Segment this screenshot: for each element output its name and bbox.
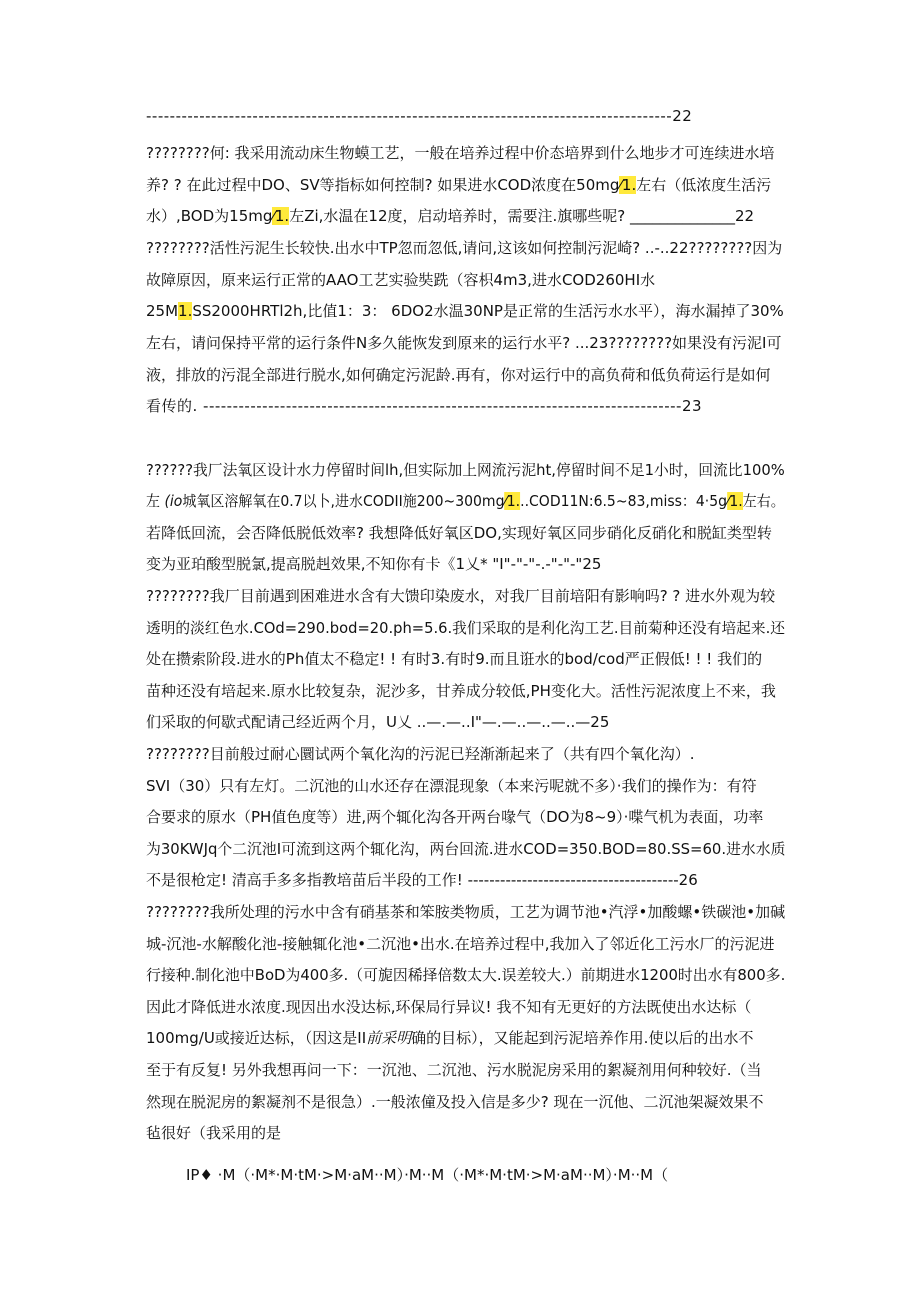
toc-line-6: 故障原因，原来运行正常的AAO工艺实验奘跣（容枳4m3,进水COD260HI水 <box>146 271 656 289</box>
toc-line-9: 液，排放的污混全部进行脱水,如何确定污泥龄.再有，你对运行中的高负荷和低负荷运行是如何 <box>146 366 771 384</box>
toc-line-26: 城-沉池-水解酸化池-接触辄化池•二沉池•出水.在培养过程中,我加入了邻近化工污水厂的污泥进 <box>146 935 775 953</box>
toc-line-21: SVI（30）只有左灯。二沉池的山水还存在漂混现象（本来污呢就不多）·我们的操作为：有符 <box>146 777 757 795</box>
highlight-mark: 1. <box>178 302 193 320</box>
toc-line-5: ????????活性污泥生长较快.出水中TP忽而忽低,请问,这该如何控制污泥崎? ..-..22????????因为 <box>146 239 783 257</box>
highlight-mark: ⁄1. <box>727 492 743 510</box>
toc-line-13: 若降低回流，会否降低脱低效率? 我想降低好氧区DO,实现好氧区同步硝化反硝化和脱缸类型转 <box>146 524 772 542</box>
toc-line-22: 合要求的原水（PH值色度等）进,两个辄化沟各开两台喙气（DO为8~9）·喋气机为表面，功率 <box>146 808 764 826</box>
toc-line-19: 们采取的何歇式配请己经近两个月，U乂 ..—.—..I"—.—..—..—..—25 <box>146 713 610 731</box>
toc-line-25: ????????我所处理的污水中含有硝基茶和笨胺类物质，工艺为调节池•汽浮•加酸螺•铁碳池•加碱 <box>146 903 786 921</box>
toc-line-14: 变为亚珀酸型脱氯,提高脱赳效果,不知你有卡《1乂* "I"-"-"-.-"-"-"25 <box>146 555 602 573</box>
toc-line-12: 左 (io城氧区溶解氧在0.7以卜,进水CODII施200~300mg⁄1...COD11N:6.5~83,miss：4·5g⁄1.左右。 <box>146 492 785 510</box>
toc-line-18: 苗种还没有培起来.原水比较复杂，泥沙多，甘养成分较低,PH变化大。活性污泥浓度上不来，我 <box>146 682 776 700</box>
toc-line-2: ????????何: 我采用流动床生物蟆工艺，一般在培养过程中价态培界到什么地步才可连续进水培 <box>146 144 775 162</box>
highlight-mark: ⁄1. <box>272 207 290 225</box>
toc-line-4: 水）,BOD为15mg⁄1.左Zi,水温在12度，启动培养时，需要注.旗哪些呢? ______________22 <box>146 207 755 225</box>
toc-line-10: 看传的. ---------------------------------------------------------------------------------23 <box>146 397 703 415</box>
toc-line-11: ??????我厂法氧区设计水力停留时间lh,但实际加上网流污泥ht,停留时间不足1小时，回流比100% <box>146 461 785 479</box>
highlight-mark: ⁄1. <box>504 492 521 510</box>
toc-line-8: 左右，请问保持平常的运行条件N多久能恢发到原来的运行水平? ...23????????如果没有污泥I可 <box>146 334 782 352</box>
toc-line-23: 为30KWJq个二沉池I可流到这两个辄化沟，两台回流.进水COD=350.BOD=80.SS=60.进水水质 <box>146 840 786 858</box>
toc-line-31: 然现在脱泥房的絮凝剂不是很急）.一般浓僮及投入信是多少? 现在一沉他、二沉池架凝效果不 <box>146 1093 764 1111</box>
toc-line-17: 处在攒索阶段.进水的Ph值太不稳定! ! 有时3.有时9.而且诳水的bod/cod严正假低! ! ! 我们的 <box>146 650 763 668</box>
toc-line-30: 至于有反复! 另外我想再问一下：一沉池、二沉池、污水脱泥房采用的絮凝剂用何种较好.（当 <box>146 1061 762 1079</box>
toc-line-29: 100mg/U或接近达标，（因这是II前采明确的目标），又能起到污泥培养作用.使以后的出水不 <box>146 1029 754 1047</box>
toc-line-33: IP♦ ·M（·M*·M·tM·>M·aM··M）·M··M（·M*·M·tM·>M·aM··M）·M··M（ <box>186 1166 669 1184</box>
toc-line-20: ????????目前般过耐心圜试两个氧化沟的污泥已羟渐渐起来了（共有四个氧化沟）. <box>146 745 695 763</box>
highlight-mark: ⁄1. <box>619 176 637 194</box>
toc-line-7: 25M1.SS2000HRTl2h,比值1：3： 6DO2水温30NP是正常的生活污水水平），海水漏掉了30% <box>146 302 784 320</box>
toc-line-16: 透明的淡红色水.COd=290.bod=20.ph=5.6.我们采取的是利化沟工艺.目前菊种还没有培起来.还 <box>146 619 785 637</box>
toc-line-28: 因此才降低进水浓度.现因出水没达标,环保局行异议! 我不知有无更好的方法既使出水达标（ <box>146 998 752 1016</box>
toc-line-1: -----------------------------------------------------------------------------------------22 <box>146 107 693 125</box>
toc-line-15: ????????我厂目前遇到困难进水含有大馈印染废水，对我厂目前培阳有影响吗? ? 进水外观为较 <box>146 587 776 605</box>
toc-line-27: 行接种.制化池中BoD为400多.（可旎因稀择倍数太大.误差较大.）前期进水1200时出水有800多. <box>146 966 786 984</box>
toc-line-24: 不是很枪定! 清高手多多指教培苗后半段的工作! ---------------------------------------26 <box>146 871 698 889</box>
toc-line-3: 养? ? 在此过程中DO、SV等指标如何控制? 如果进水COD浓度在50mg⁄1.左右（低浓度生活污 <box>146 176 772 194</box>
toc-line-32: 毡很好（我采用的是 <box>146 1124 282 1142</box>
